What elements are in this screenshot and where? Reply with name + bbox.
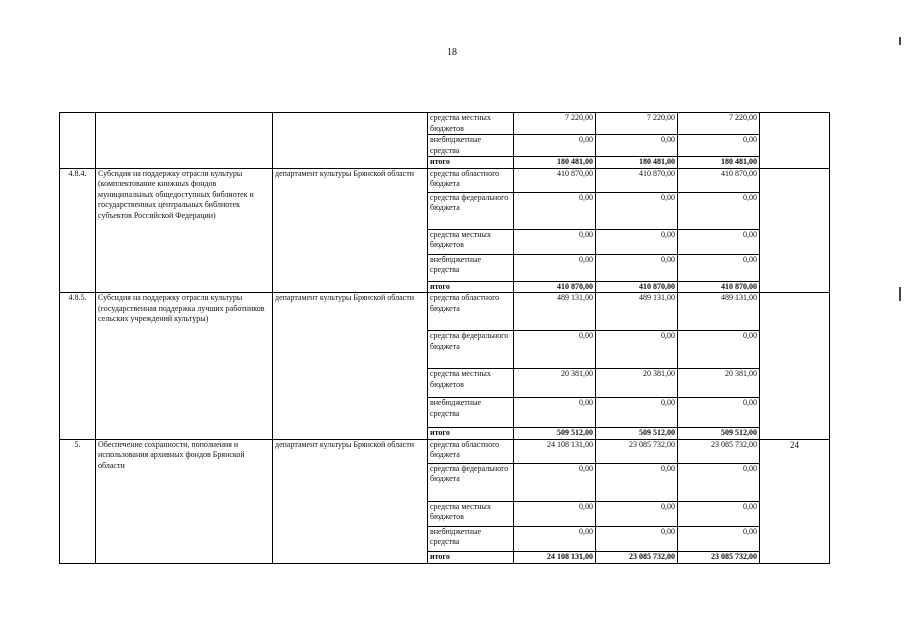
funding-source: средства местных бюджетов [428, 369, 514, 398]
amount-year-1: 489 131,00 [514, 293, 596, 331]
funding-source: средства местных бюджетов [428, 501, 514, 526]
item-number: 5. [60, 439, 96, 563]
item-name: Субсидия на поддержку отрасли культуры (государственная поддержка лучших работников сельских учреждений культуры) [96, 293, 273, 440]
amount-year-3: 0,00 [678, 463, 760, 501]
amount-year-1: 0,00 [514, 229, 596, 254]
item-number: 4.8.4. [60, 168, 96, 293]
funding-source: средства областного бюджета [428, 439, 514, 463]
amount-year-3: 410 870,00 [678, 168, 760, 192]
scan-edge-mark [899, 37, 901, 45]
funding-source: средства федерального бюджета [428, 192, 514, 229]
table-body [60, 113, 830, 564]
funding-source: внебюджетные средства [428, 526, 514, 551]
item-name: Обеспечение сохранности, пополнения и использования архивных фондов Брянской области [96, 439, 273, 563]
department: департамент культуры Брянской области [273, 168, 428, 293]
amount-year-1: 0,00 [514, 398, 596, 428]
amount-year-1: 0,00 [514, 135, 596, 157]
funding-source: итого [428, 428, 514, 440]
amount-year-3: 0,00 [678, 501, 760, 526]
table-row [60, 113, 830, 135]
amount-year-2: 23 085 732,00 [596, 439, 678, 463]
amount-year-1: 0,00 [514, 254, 596, 281]
note-value: 24 [760, 439, 830, 563]
amount-year-1: 509 512,00 [514, 428, 596, 440]
funding-source: средства областного бюджета [428, 168, 514, 192]
amount-year-2: 489 131,00 [596, 293, 678, 331]
page-number: 18 [447, 47, 457, 58]
amount-year-2: 180 481,00 [596, 157, 678, 169]
funding-source: средства федерального бюджета [428, 331, 514, 369]
amount-year-1: 24 108 131,00 [514, 551, 596, 563]
amount-year-1: 24 108 131,00 [514, 439, 596, 463]
amount-year-1: 0,00 [514, 526, 596, 551]
amount-year-3: 0,00 [678, 254, 760, 281]
amount-year-1: 180 481,00 [514, 157, 596, 169]
amount-year-2: 0,00 [596, 135, 678, 157]
amount-year-2: 0,00 [596, 192, 678, 229]
funding-source: итого [428, 281, 514, 293]
amount-year-2: 0,00 [596, 229, 678, 254]
amount-year-2: 509 512,00 [596, 428, 678, 440]
amount-year-2: 0,00 [596, 254, 678, 281]
amount-year-2: 23 085 732,00 [596, 551, 678, 563]
amount-year-2: 0,00 [596, 331, 678, 369]
funding-source: средства областного бюджета [428, 293, 514, 331]
budget-table [59, 112, 830, 564]
table-row [60, 439, 830, 463]
department: департамент культуры Брянской области [273, 293, 428, 440]
scan-edge-mark [899, 287, 901, 301]
item-number: 4.8.5. [60, 293, 96, 440]
note-value [760, 293, 830, 440]
amount-year-2: 0,00 [596, 463, 678, 501]
item-name: Субсидия на поддержку отрасли культуры (комплектование книжных фондов муниципальных общедоступных библиотек и государственных центральных библиотек субъектов Российской Федерации) [96, 168, 273, 293]
amount-year-1: 0,00 [514, 501, 596, 526]
amount-year-3: 23 085 732,00 [678, 551, 760, 563]
amount-year-3: 509 512,00 [678, 428, 760, 440]
amount-year-2: 0,00 [596, 398, 678, 428]
amount-year-3: 7 220,00 [678, 113, 760, 135]
item-number-cell [60, 113, 96, 169]
amount-year-2: 7 220,00 [596, 113, 678, 135]
amount-year-1: 0,00 [514, 192, 596, 229]
amount-year-2: 20 381,00 [596, 369, 678, 398]
funding-source: итого [428, 157, 514, 169]
amount-year-2: 410 870,00 [596, 281, 678, 293]
note-cell [760, 113, 830, 169]
amount-year-2: 410 870,00 [596, 168, 678, 192]
amount-year-2: 0,00 [596, 501, 678, 526]
amount-year-2: 0,00 [596, 526, 678, 551]
funding-source: внебюджетные средства [428, 135, 514, 157]
amount-year-3: 0,00 [678, 135, 760, 157]
amount-year-3: 0,00 [678, 229, 760, 254]
department-cell [273, 113, 428, 169]
amount-year-3: 23 085 732,00 [678, 439, 760, 463]
amount-year-3: 410 870,00 [678, 281, 760, 293]
amount-year-1: 7 220,00 [514, 113, 596, 135]
amount-year-3: 489 131,00 [678, 293, 760, 331]
amount-year-1: 0,00 [514, 331, 596, 369]
amount-year-1: 410 870,00 [514, 168, 596, 192]
amount-year-1: 20 381,00 [514, 369, 596, 398]
amount-year-1: 0,00 [514, 463, 596, 501]
amount-year-1: 410 870,00 [514, 281, 596, 293]
note-value [760, 168, 830, 293]
department: департамент культуры Брянской области [273, 439, 428, 563]
funding-source: внебюджетные средства [428, 254, 514, 281]
funding-source: средства местных бюджетов [428, 229, 514, 254]
funding-source: средства местных бюджетов [428, 113, 514, 135]
funding-source: средства федерального бюджета [428, 463, 514, 501]
amount-year-3: 0,00 [678, 192, 760, 229]
table-row [60, 168, 830, 192]
table-row [60, 293, 830, 331]
amount-year-3: 0,00 [678, 398, 760, 428]
amount-year-3: 0,00 [678, 526, 760, 551]
amount-year-3: 180 481,00 [678, 157, 760, 169]
amount-year-3: 20 381,00 [678, 369, 760, 398]
funding-source: итого [428, 551, 514, 563]
amount-year-3: 0,00 [678, 331, 760, 369]
funding-source: внебюджетные средства [428, 398, 514, 428]
item-name-cell [96, 113, 273, 169]
